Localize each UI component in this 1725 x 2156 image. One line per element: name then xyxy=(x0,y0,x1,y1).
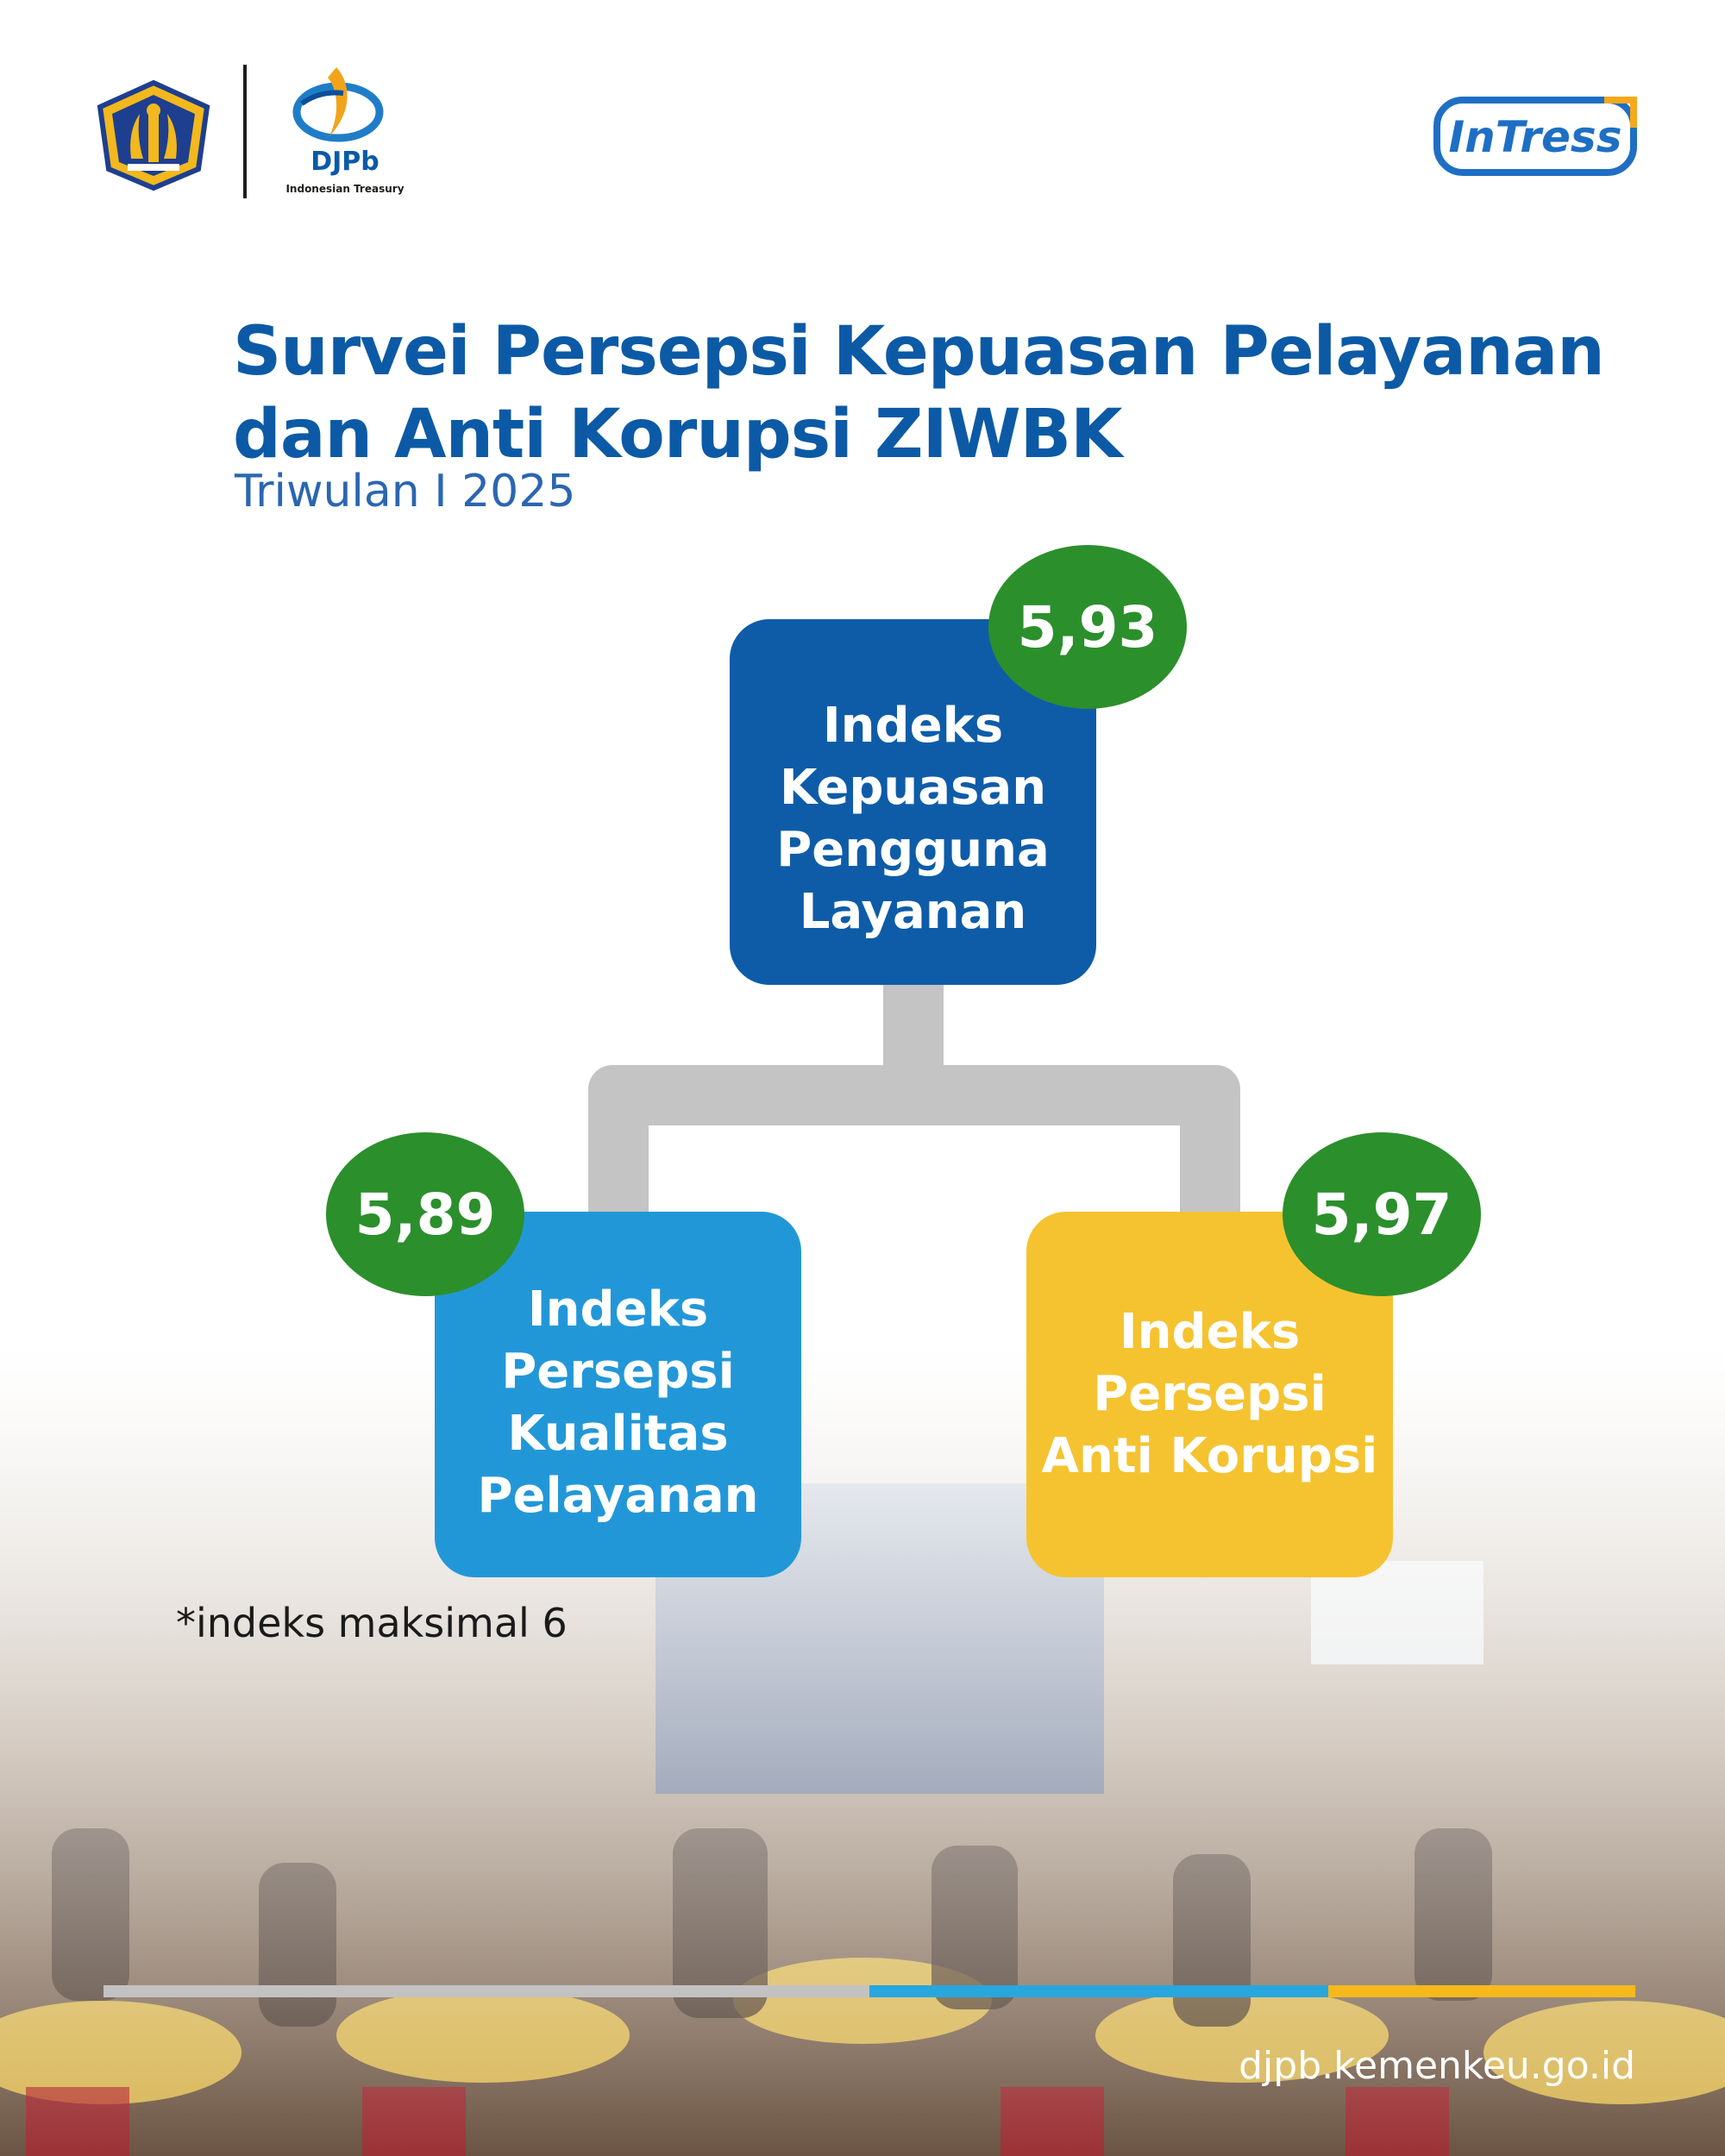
page-subtitle: Triwulan I 2025 xyxy=(235,466,576,517)
main-label-line-1: Indeks xyxy=(822,698,1004,754)
djpb-name: DJPb xyxy=(310,147,380,177)
left-label-line-3: Kualitas xyxy=(507,1406,729,1462)
badge-kualitas-value: 5,89 xyxy=(326,1132,524,1296)
main-label-line-4: Layanan xyxy=(799,884,1027,940)
stripe-gray xyxy=(104,1985,869,1997)
title-line-1: Survei Persepsi Kepuasan Pelayanan xyxy=(233,313,1604,391)
badge-kepuasan-value: 5,93 xyxy=(988,545,1187,709)
right-label-line-3: Anti Korupsi xyxy=(1041,1428,1378,1484)
right-label-line-1: Indeks xyxy=(1119,1304,1301,1360)
left-label-line-1: Indeks xyxy=(527,1282,709,1338)
stripe-blue xyxy=(869,1985,1328,1997)
right-label-line-2: Persepsi xyxy=(1093,1366,1327,1422)
stripe-yellow xyxy=(1328,1985,1635,1997)
footnote: *indeks maksimal 6 xyxy=(176,1600,568,1646)
website-url: djpb.kemenkeu.go.id xyxy=(1239,2044,1635,2088)
title-line-2: dan Anti Korupsi ZIWBK xyxy=(233,396,1122,473)
badge-anti-korupsi-value: 5,97 xyxy=(1283,1132,1481,1296)
left-label-line-4: Pelayanan xyxy=(477,1468,759,1524)
djpb-tagline: Indonesian Treasury xyxy=(285,183,405,195)
main-label-line-2: Kepuasan xyxy=(779,760,1047,816)
footer-stripe xyxy=(104,1985,1635,1997)
intress-logo-text: InTress xyxy=(1448,112,1622,162)
main-label-line-3: Pengguna xyxy=(776,822,1050,878)
left-label-line-2: Persepsi xyxy=(501,1344,735,1400)
